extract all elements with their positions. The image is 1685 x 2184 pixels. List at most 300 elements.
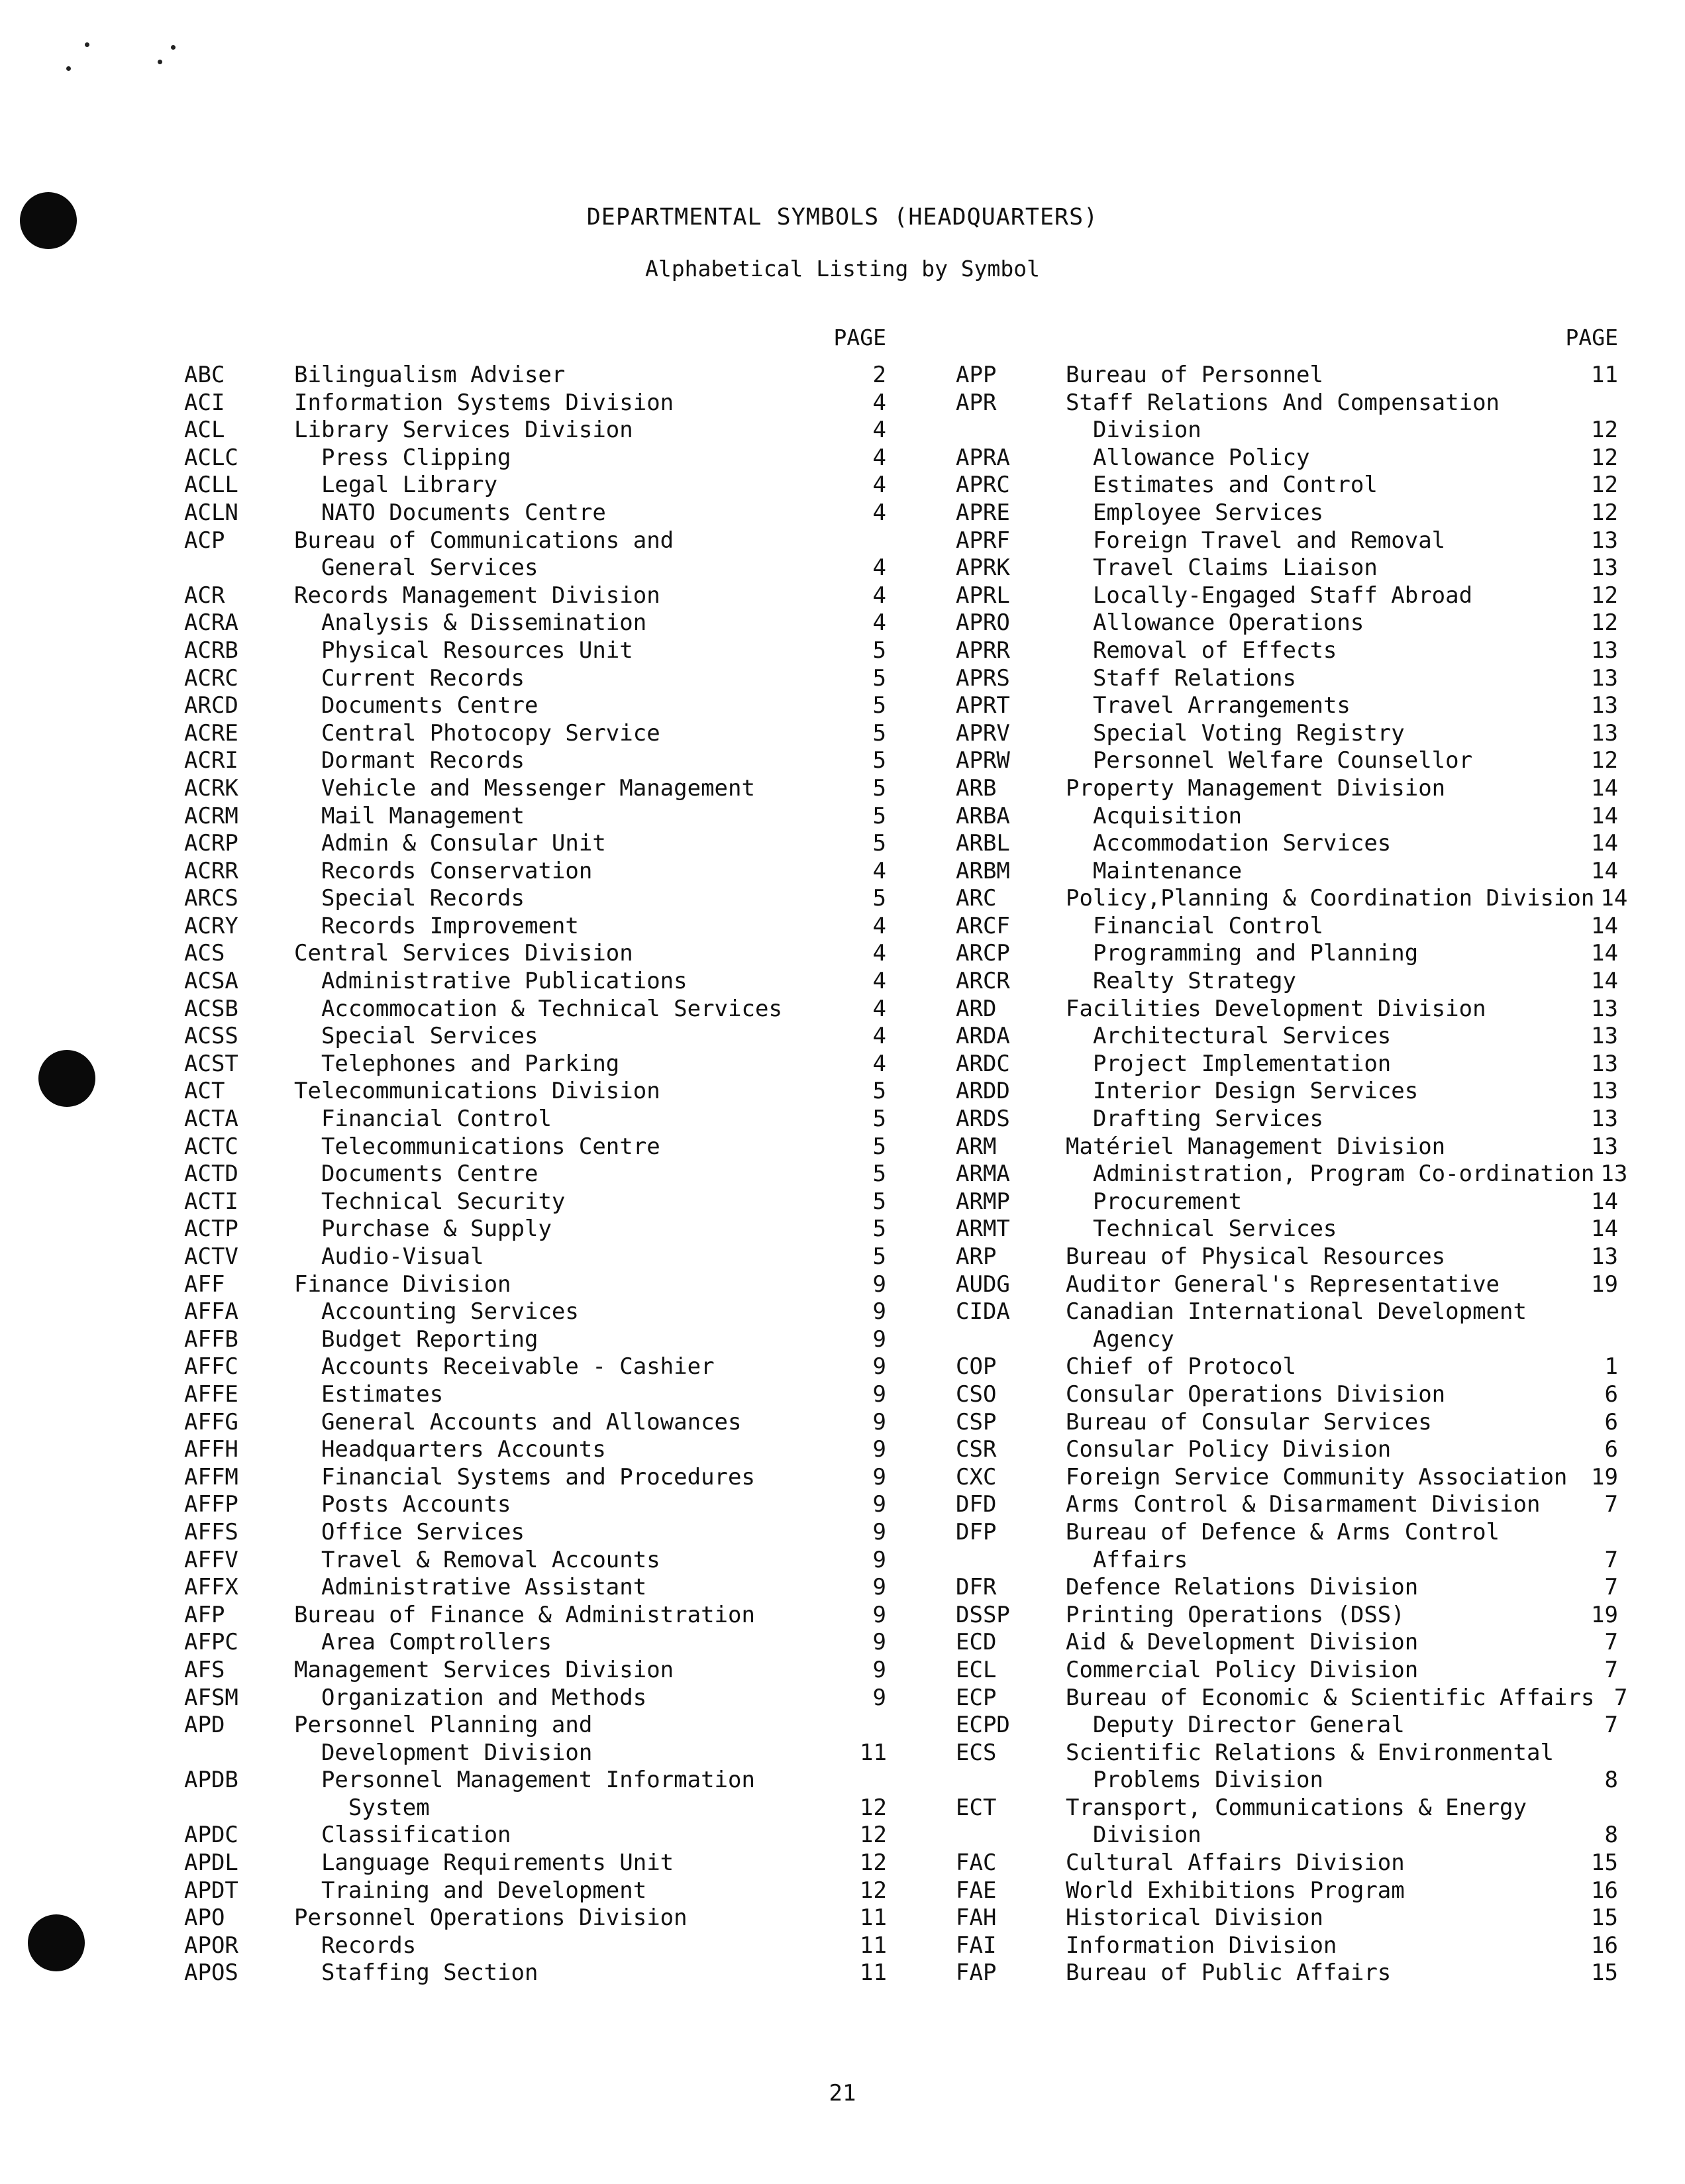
entry-symbol: ACRK — [184, 774, 238, 802]
entry-description: Scientific Relations & Environmental — [1066, 1739, 1554, 1766]
entry-row — [956, 499, 1618, 527]
entry-symbol: CXC — [956, 1463, 997, 1490]
entry-description: Administrative Publications — [294, 968, 688, 995]
entry-page: 9 — [872, 1491, 886, 1518]
entry-page: 5 — [872, 1078, 886, 1105]
entry-description: Historical Division — [1066, 1904, 1323, 1932]
right-symbol-list — [956, 362, 1628, 1987]
entry-description: Special Services — [294, 1023, 538, 1050]
entry-symbol: APRV — [956, 719, 1010, 747]
entry-symbol: ARDC — [956, 1050, 1010, 1077]
entry-row — [184, 527, 886, 555]
entry-symbol: FAH — [956, 1904, 997, 1932]
entry-page: 12 — [1591, 582, 1618, 609]
entry-description: Foreign Service Community Association — [1066, 1463, 1568, 1490]
entry-symbol: AFFS — [184, 1518, 238, 1545]
entry-description: General Services — [294, 554, 538, 582]
entry-description: Classification — [294, 1822, 511, 1849]
entry-page: 9 — [872, 1436, 886, 1463]
entry-page: 12 — [860, 1877, 887, 1904]
entry-symbol: FAC — [956, 1849, 997, 1877]
entry-symbol: ACRE — [184, 719, 238, 747]
entry-page: 13 — [1591, 527, 1618, 554]
entry-symbol: AFFC — [184, 1353, 238, 1380]
entry-description: Accounts Receivable - Cashier — [294, 1353, 715, 1380]
entry-row — [184, 1740, 886, 1767]
scan-speck — [85, 42, 89, 47]
entry-symbol: ARCR — [956, 968, 1010, 995]
entry-description: Bureau of Defence & Arms Control — [1066, 1518, 1500, 1545]
left-symbol-list — [184, 362, 886, 1987]
entry-row — [184, 1243, 886, 1271]
entry-page: 7 — [1604, 1656, 1618, 1683]
entry-symbol: AFFA — [184, 1298, 238, 1326]
entry-symbol: APRE — [956, 499, 1010, 526]
entry-symbol: ARDS — [956, 1106, 1010, 1133]
entry-row — [184, 1106, 886, 1133]
entry-row — [184, 858, 886, 886]
entry-symbol: ECPD — [956, 1712, 1010, 1739]
entry-description: Deputy Director General — [1066, 1712, 1405, 1739]
scan-speck — [171, 45, 176, 50]
entry-row — [184, 390, 886, 417]
entry-page: 9 — [872, 1353, 886, 1380]
entry-page: 11 — [860, 1739, 887, 1766]
entry-page: 1 — [1604, 1353, 1618, 1380]
entry-symbol: ACRR — [184, 857, 238, 884]
entry-description: Travel & Removal Accounts — [294, 1546, 660, 1573]
entry-description: Allowance Operations — [1066, 609, 1364, 637]
entry-row — [956, 1794, 1618, 1822]
entry-row — [184, 1959, 886, 1987]
entry-description: Special Voting Registry — [1066, 719, 1405, 747]
entry-page: 13 — [1591, 1023, 1618, 1050]
entry-symbol: CSP — [956, 1408, 997, 1435]
entry-description: Telecommunications Centre — [294, 1133, 660, 1160]
entry-description: Library Services Division — [294, 417, 633, 444]
entry-symbol: AFFB — [184, 1326, 238, 1353]
entry-symbol: APRO — [956, 609, 1010, 637]
entry-description: Documents Centre — [294, 1161, 538, 1188]
entry-symbol: ARD — [956, 995, 997, 1022]
entry-description: Bureau of Economic & Scientific Affairs — [1066, 1684, 1595, 1711]
entry-description: Information Systems Division — [294, 389, 674, 416]
entry-description: Consular Policy Division — [1066, 1436, 1392, 1463]
entry-description: Staff Relations And Compensation — [1066, 389, 1500, 416]
entry-row — [956, 1877, 1618, 1905]
entry-page: 12 — [1591, 499, 1618, 526]
entry-description: Posts Accounts — [294, 1491, 511, 1518]
entry-row — [956, 390, 1618, 417]
entry-description: Telecommunications Division — [294, 1078, 660, 1105]
entry-row — [956, 1767, 1618, 1794]
scan-speck — [66, 66, 71, 71]
entry-symbol: ECP — [956, 1684, 997, 1711]
entry-row — [184, 1794, 886, 1822]
entry-page: 13 — [1591, 719, 1618, 747]
entry-row — [956, 1932, 1618, 1960]
entry-row — [956, 444, 1618, 472]
entry-page: 14 — [1591, 857, 1618, 884]
entry-page: 5 — [872, 1161, 886, 1188]
entry-page: 4 — [872, 472, 886, 499]
entry-symbol: ACTV — [184, 1243, 238, 1270]
entry-page: 4 — [872, 968, 886, 995]
entry-row — [956, 968, 1618, 996]
entry-page: 12 — [1591, 747, 1618, 774]
entry-page: 13 — [1591, 1133, 1618, 1160]
entry-description: Aid & Development Division — [1066, 1629, 1419, 1656]
entry-page: 5 — [872, 830, 886, 857]
entry-description: Training and Development — [294, 1877, 647, 1904]
entry-symbol: ACP — [184, 527, 225, 554]
entry-row — [184, 362, 886, 390]
entry-row — [184, 1326, 886, 1354]
entry-row — [184, 1023, 886, 1051]
entry-page: 5 — [872, 1188, 886, 1215]
entry-page: 12 — [860, 1849, 887, 1877]
entry-symbol: ACT — [184, 1078, 225, 1105]
scan-speck — [158, 60, 162, 64]
entry-row — [184, 1161, 886, 1188]
entry-row — [184, 1298, 886, 1326]
entry-description: Interior Design Services — [1066, 1078, 1419, 1105]
entry-page: 4 — [872, 389, 886, 416]
entry-symbol: ECL — [956, 1656, 997, 1683]
entry-description: Staffing Section — [294, 1959, 538, 1987]
entry-row — [956, 775, 1618, 803]
entry-symbol: AFFH — [184, 1436, 238, 1463]
entry-description: Records Management Division — [294, 582, 660, 609]
entry-page: 13 — [1591, 554, 1618, 582]
entry-row — [184, 1767, 886, 1794]
entry-symbol: APRC — [956, 472, 1010, 499]
entry-symbol: ACRM — [184, 802, 238, 829]
entry-description: Printing Operations (DSS) — [1066, 1601, 1405, 1628]
entry-symbol: ACR — [184, 582, 225, 609]
entry-row — [184, 554, 886, 582]
entry-symbol: ACTC — [184, 1133, 238, 1160]
entry-row — [956, 858, 1618, 886]
entry-description: Records Improvement — [294, 912, 579, 939]
entry-page: 13 — [1591, 637, 1618, 664]
entry-symbol: ARBM — [956, 857, 1010, 884]
entry-row — [956, 803, 1618, 831]
entry-page: 11 — [860, 1904, 887, 1932]
entry-description: Office Services — [294, 1518, 525, 1545]
entry-row — [956, 1409, 1618, 1437]
entry-row — [184, 996, 886, 1023]
entry-symbol: COP — [956, 1353, 997, 1380]
entry-symbol: ACTD — [184, 1161, 238, 1188]
entry-row — [956, 692, 1618, 720]
entry-symbol: CSO — [956, 1380, 997, 1408]
entry-description: Architectural Services — [1066, 1023, 1392, 1050]
entry-symbol: APDC — [184, 1822, 238, 1849]
entry-row — [184, 665, 886, 693]
entry-row — [956, 527, 1618, 555]
entry-description: Staff Relations — [1066, 664, 1296, 692]
entry-row — [956, 830, 1618, 858]
entry-row — [956, 1271, 1618, 1299]
entry-symbol: ARCS — [184, 885, 238, 912]
entry-page: 13 — [1591, 1078, 1618, 1105]
entry-symbol: ARDD — [956, 1078, 1010, 1105]
entry-symbol: APDB — [184, 1767, 238, 1794]
entry-row — [184, 775, 886, 803]
entry-page: 4 — [872, 857, 886, 884]
entry-page: 19 — [1591, 1271, 1618, 1298]
entry-symbol: AFP — [184, 1601, 225, 1628]
entry-description: Documents Centre — [294, 692, 538, 719]
entry-description: Area Comptrollers — [294, 1629, 552, 1656]
entry-description: Consular Operations Division — [1066, 1380, 1446, 1408]
entry-description: Special Records — [294, 885, 525, 912]
entry-row — [956, 1904, 1618, 1932]
entry-description: Division — [1066, 1822, 1201, 1849]
entry-page: 12 — [860, 1794, 887, 1821]
entry-description: Maintenance — [1066, 857, 1243, 884]
entry-row — [956, 1574, 1618, 1602]
entry-description: Foreign Travel and Removal — [1066, 527, 1446, 554]
entry-row — [184, 720, 886, 748]
entry-row — [184, 637, 886, 665]
entry-page: 15 — [1591, 1849, 1618, 1877]
entry-description: Bilingualism Adviser — [294, 362, 566, 388]
entry-description: Programming and Planning — [1066, 940, 1419, 967]
entry-description: Personnel Operations Division — [294, 1904, 688, 1932]
entry-description: Removal of Effects — [1066, 637, 1337, 664]
entry-symbol: ACTI — [184, 1188, 238, 1215]
entry-page: 13 — [1591, 1050, 1618, 1077]
entry-description: Records — [294, 1932, 417, 1959]
entry-row — [956, 885, 1628, 913]
entry-symbol: AUDG — [956, 1271, 1010, 1298]
entry-row — [956, 720, 1618, 748]
page-title: DEPARTMENTAL SYMBOLS (HEADQUARTERS) — [586, 204, 1099, 231]
entry-page: 4 — [872, 609, 886, 637]
entry-description: Estimates — [294, 1380, 444, 1408]
entry-row — [184, 885, 886, 913]
entry-page: 7 — [1604, 1629, 1618, 1656]
entry-description: Defence Relations Division — [1066, 1574, 1419, 1601]
entry-row — [184, 1271, 886, 1299]
entry-row — [956, 637, 1618, 665]
entry-page: 9 — [872, 1656, 886, 1683]
entry-page: 11 — [860, 1959, 887, 1987]
entry-page: 9 — [872, 1298, 886, 1326]
entry-row — [956, 940, 1618, 968]
entry-description: Legal Library — [294, 472, 498, 499]
entry-symbol: ECT — [956, 1794, 997, 1821]
entry-symbol: APRT — [956, 692, 1010, 719]
entry-symbol: ARMP — [956, 1188, 1010, 1215]
entry-page: 9 — [872, 1408, 886, 1435]
entry-symbol: APD — [184, 1712, 225, 1739]
entry-description: Bureau of Physical Resources — [1066, 1243, 1446, 1270]
entry-description: Property Management Division — [1066, 774, 1446, 802]
entry-page: 15 — [1591, 1959, 1618, 1987]
entry-row — [184, 968, 886, 996]
entry-symbol: APDL — [184, 1849, 238, 1877]
entry-page: 8 — [1604, 1767, 1618, 1794]
entry-page: 15 — [1591, 1904, 1618, 1932]
entry-page: 4 — [872, 499, 886, 526]
entry-symbol: ARCP — [956, 940, 1010, 967]
entry-description: Facilities Development Division — [1066, 995, 1486, 1022]
entry-row — [956, 1629, 1618, 1657]
entry-description: Physical Resources Unit — [294, 637, 633, 664]
entry-description: Bureau of Communications and — [294, 527, 674, 554]
entry-symbol: APRA — [956, 444, 1010, 471]
entry-symbol: APRF — [956, 527, 1010, 554]
entry-description: Travel Claims Liaison — [1066, 554, 1378, 582]
entry-symbol: ARP — [956, 1243, 997, 1270]
entry-symbol: ACRC — [184, 664, 238, 692]
entry-description: Admin & Consular Unit — [294, 830, 606, 857]
entry-symbol: ARMA — [956, 1161, 1010, 1188]
entry-page: 7 — [1604, 1491, 1618, 1518]
entry-page: 14 — [1600, 885, 1628, 912]
entry-symbol: ARC — [956, 885, 997, 912]
entry-description: Procurement — [1066, 1188, 1243, 1215]
entry-row — [956, 1161, 1628, 1188]
entry-row — [184, 1904, 886, 1932]
entry-description: General Accounts and Allowances — [294, 1408, 742, 1435]
entry-description: Division — [1066, 417, 1201, 444]
entry-description: Bureau of Personnel — [1066, 362, 1323, 388]
entry-row — [956, 1740, 1618, 1767]
entry-page: 14 — [1591, 802, 1618, 829]
entry-row — [956, 417, 1618, 444]
entry-row — [956, 1657, 1618, 1685]
entry-page: 11 — [860, 1932, 887, 1959]
entry-row — [184, 1519, 886, 1547]
entry-symbol: FAE — [956, 1877, 997, 1904]
entry-symbol: ACRA — [184, 609, 238, 637]
entry-row — [956, 1051, 1618, 1078]
entry-page: 14 — [1591, 912, 1618, 939]
entry-row — [184, 444, 886, 472]
entry-symbol: AFFM — [184, 1463, 238, 1490]
entry-page: 4 — [872, 1023, 886, 1050]
entry-row — [184, 1353, 886, 1381]
entry-row — [184, 1381, 886, 1409]
entry-description: System — [294, 1794, 430, 1821]
entry-description: Policy,Planning & Coordination Division — [1066, 885, 1595, 912]
entry-page: 6 — [1604, 1408, 1618, 1435]
entry-symbol: DSSP — [956, 1601, 1010, 1628]
entry-row — [956, 1436, 1618, 1464]
entry-page: 5 — [872, 692, 886, 719]
entry-page: 5 — [872, 664, 886, 692]
entry-row — [956, 1298, 1618, 1326]
entry-description: Dormant Records — [294, 747, 525, 774]
entry-page: 14 — [1591, 830, 1618, 857]
entry-row — [184, 1547, 886, 1575]
entry-description: Technical Security — [294, 1188, 566, 1215]
entry-row — [184, 1849, 886, 1877]
entry-symbol: ACRP — [184, 830, 238, 857]
entry-row — [184, 1409, 886, 1437]
entry-page: 5 — [872, 1243, 886, 1270]
entry-page: 14 — [1591, 940, 1618, 967]
entry-symbol: DFP — [956, 1518, 997, 1545]
entry-symbol: APRR — [956, 637, 1010, 664]
entry-page: 4 — [872, 912, 886, 939]
entry-row — [184, 1078, 886, 1106]
entry-page: 9 — [872, 1546, 886, 1573]
entry-description: Information Division — [1066, 1932, 1337, 1959]
entry-description: Administration, Program Co-ordination — [1066, 1161, 1595, 1188]
entry-row — [956, 1133, 1618, 1161]
entry-description: Vehicle and Messenger Management — [294, 774, 755, 802]
entry-page: 4 — [872, 417, 886, 444]
entry-row — [956, 1684, 1628, 1712]
entry-row — [956, 1326, 1618, 1354]
entry-symbol: AFFG — [184, 1408, 238, 1435]
entry-row — [956, 1216, 1618, 1243]
entry-symbol: ACI — [184, 389, 225, 416]
entry-page: 9 — [872, 1463, 886, 1490]
entry-symbol: ACSB — [184, 995, 238, 1022]
entry-row — [956, 665, 1618, 693]
entry-description: Employee Services — [1066, 499, 1323, 526]
entry-page: 4 — [872, 1050, 886, 1077]
entry-row — [184, 1574, 886, 1602]
entry-page: 11 — [1591, 362, 1618, 388]
entry-description: Realty Strategy — [1066, 968, 1296, 995]
entry-page: 5 — [872, 1216, 886, 1243]
entry-description: Analysis & Dissemination — [294, 609, 647, 637]
entry-row — [956, 747, 1618, 775]
entry-description: Financial Control — [1066, 912, 1323, 939]
entry-description: Financial Systems and Procedures — [294, 1463, 755, 1490]
entry-page: 9 — [872, 1271, 886, 1298]
entry-description: Drafting Services — [1066, 1106, 1323, 1133]
entry-page: 13 — [1591, 1106, 1618, 1133]
entry-row — [184, 803, 886, 831]
entry-symbol: DFR — [956, 1574, 997, 1601]
entry-page: 4 — [872, 444, 886, 471]
entry-row — [184, 940, 886, 968]
entry-row — [184, 1602, 886, 1630]
entry-page: 13 — [1600, 1161, 1628, 1188]
entry-row — [956, 554, 1618, 582]
entry-row — [184, 472, 886, 499]
entry-symbol: ACRI — [184, 747, 238, 774]
entry-description: Press Clipping — [294, 444, 511, 471]
entry-description: Headquarters Accounts — [294, 1436, 606, 1463]
entry-symbol: DFD — [956, 1491, 997, 1518]
entry-symbol: ARB — [956, 774, 997, 802]
entry-row — [184, 582, 886, 610]
entry-description: Audio-Visual — [294, 1243, 484, 1270]
entry-symbol: ACLN — [184, 499, 238, 526]
entry-page: 4 — [872, 582, 886, 609]
entry-page: 6 — [1604, 1380, 1618, 1408]
punch-hole-bottom — [28, 1914, 85, 1971]
entry-page: 13 — [1591, 692, 1618, 719]
entry-page: 12 — [1591, 417, 1618, 444]
entry-page: 16 — [1591, 1877, 1618, 1904]
entry-row — [956, 582, 1618, 610]
entry-row — [184, 1657, 886, 1685]
entry-description: Chief of Protocol — [1066, 1353, 1296, 1380]
entry-symbol: CIDA — [956, 1298, 1010, 1326]
entry-page: 6 — [1604, 1436, 1618, 1463]
punch-hole-middle — [38, 1050, 95, 1107]
